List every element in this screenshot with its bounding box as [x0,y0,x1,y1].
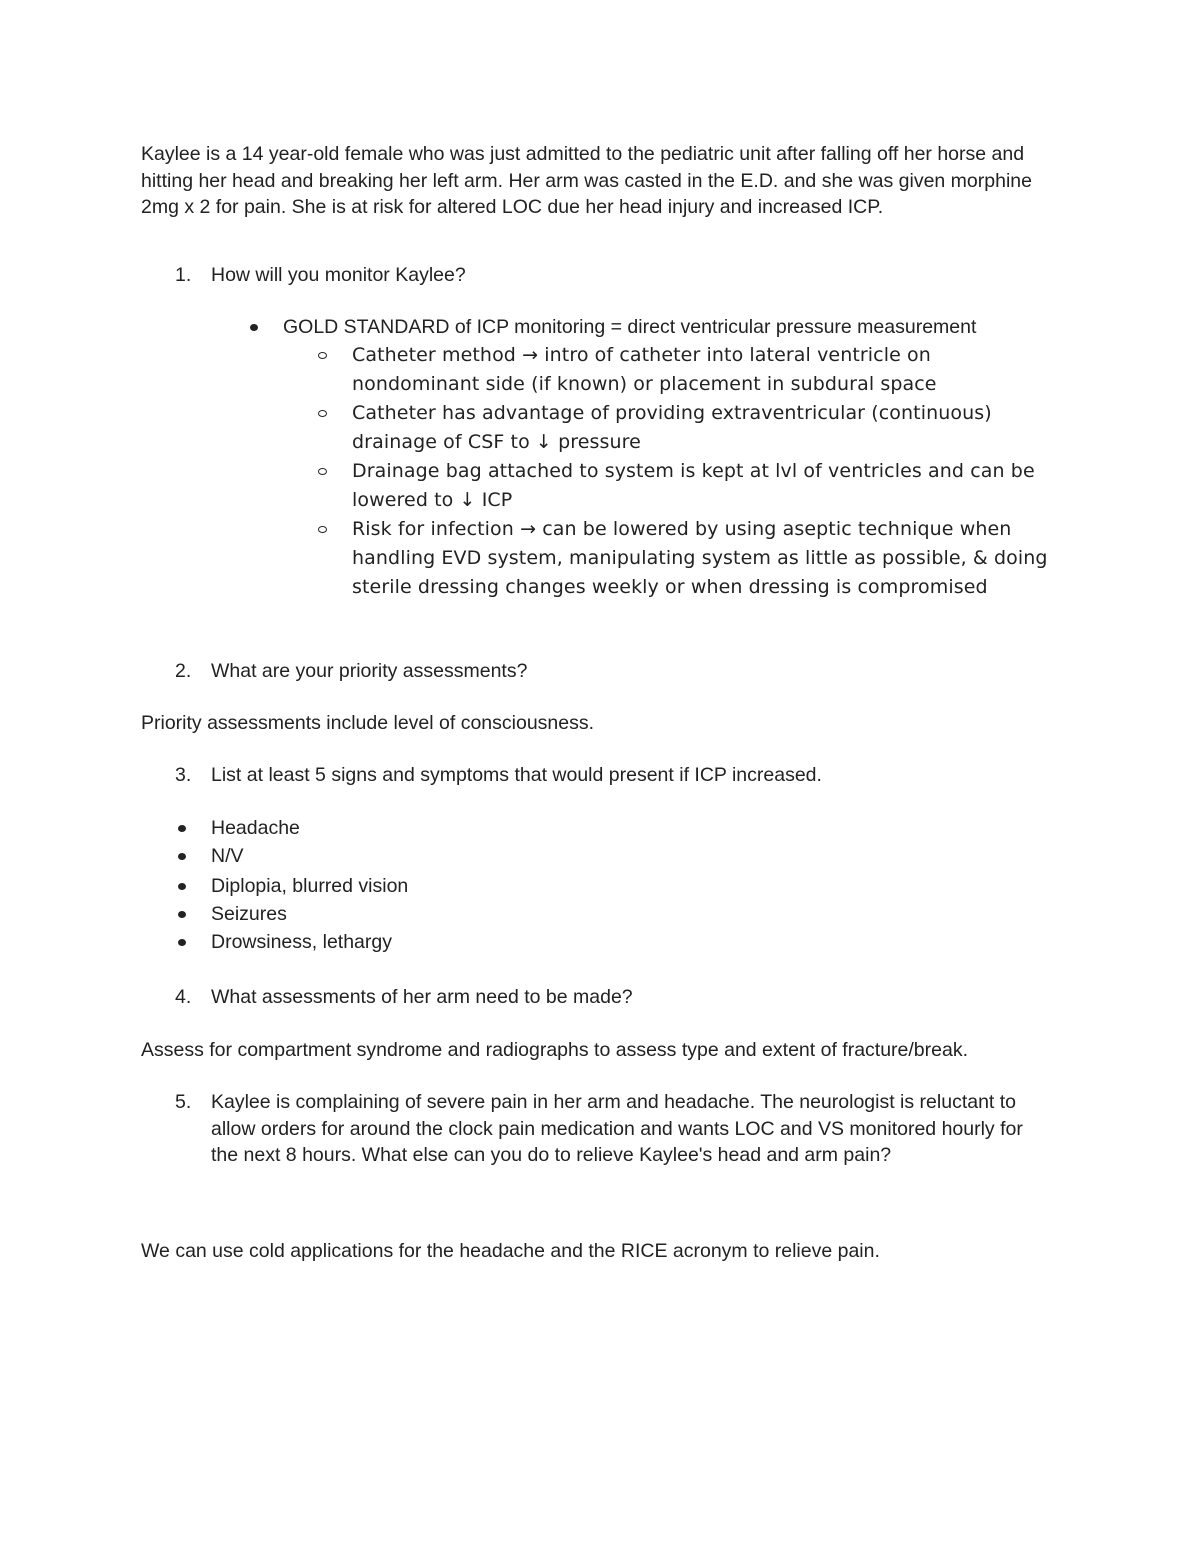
question-text: What are your priority assessments? [211,660,528,682]
answer-paragraph: Assess for compartment syndrome and radiographs to assess type and extent of fracture/break. [141,1039,968,1061]
bullet-circle-icon [318,352,327,359]
bullet-dot-icon [178,939,186,946]
list-item-text: N/V [211,845,244,867]
question-text: What assessments of her arm need to be made? [211,986,633,1008]
list-item-text: Seizures [211,903,287,925]
question-1 [175,262,1041,289]
sub-bullet-text: Risk for infection → can be lowered by using aseptic technique when handling EVD system, manipulating system as little as possible, & doing sterile dressing changes weekly or when dressing is compromised [352,518,1048,598]
bullet-dot-icon [178,911,186,918]
question-2 [175,658,1041,685]
list-item-text: Headache [211,817,300,839]
intro-paragraph: Kaylee is a 14 year-old female who was just admitted to the pediatric unit after falling off her horse and hitting her head and breaking her left arm. Her arm was casted in the E.D. and she was given morphine 2mg x 2 for pain. She is at risk for altered LOC due her head injury and increased ICP. [141,143,1032,218]
bullet-dot-icon [250,324,258,331]
sub-bullet-item [318,457,1052,515]
bullet-circle-icon [318,468,327,475]
answer-paragraph: We can use cold applications for the headache and the RICE acronym to relieve pain. [141,1240,880,1262]
list-item [178,872,408,900]
list-item-text: Drowsiness, lethargy [211,931,392,953]
question-number: 2. [175,660,192,682]
list-item [178,928,392,956]
list-item [178,900,287,928]
answer-paragraph: Priority assessments include level of consciousness. [141,712,595,734]
list-item [178,842,244,870]
bullet-item [250,313,1083,341]
sub-bullet-item [318,515,1052,602]
question-text: How will you monitor Kaylee? [211,264,466,286]
question-text: List at least 5 signs and symptoms that would present if ICP increased. [211,764,822,786]
question-3 [175,762,1041,789]
sub-bullet-text: Catheter has advantage of providing extraventricular (continuous) drainage of CSF to ↓ pressure [352,402,992,453]
sub-bullet-item [318,399,1052,457]
bullet-dot-icon [178,883,186,890]
question-5 [175,1089,1041,1169]
list-item-text: Diplopia, blurred vision [211,875,409,897]
question-4 [175,984,1041,1011]
list-item [178,814,300,842]
question-number: 5. [175,1091,192,1113]
bullet-circle-icon [318,410,327,417]
sub-bullet-text: Drainage bag attached to system is kept at lvl of ventricles and can be lowered to ↓ ICP [352,460,1035,511]
bullet-circle-icon [318,526,327,533]
question-text: Kaylee is complaining of severe pain in her arm and headache. The neurologist is reluctant to allow orders for around the clock pain medication and wants LOC and VS monitored hourly for the next 8 hours. What else can you do to relieve Kaylee's head and arm pain? [211,1091,1023,1166]
question-number: 3. [175,764,192,786]
question-number: 1. [175,264,192,286]
question-number: 4. [175,986,192,1008]
sub-bullet-item [318,341,1052,399]
bullet-dot-icon [178,825,186,832]
sub-bullet-text: Catheter method → intro of catheter into lateral ventricle on nondominant side (if known) or placement in subdural space [352,344,937,395]
bullet-text: GOLD STANDARD of ICP monitoring = direct ventricular pressure measurement [283,316,977,338]
bullet-dot-icon [178,853,186,860]
